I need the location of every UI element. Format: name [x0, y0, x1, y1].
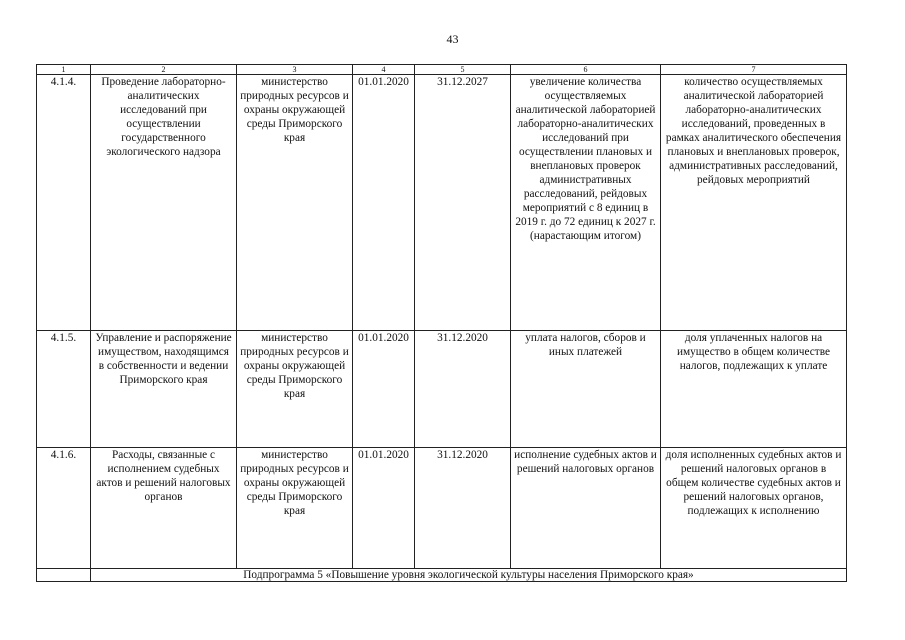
subprogram-empty-cell — [37, 569, 91, 582]
header-cell: 4 — [353, 65, 415, 75]
executor: министерство природных ресурсов и охраны окружающей среды Приморского края — [237, 331, 353, 448]
header-cell: 2 — [91, 65, 237, 75]
expected-result: увеличение количества осуществляемых аналитической лабораторией лабораторно-аналитических исследований при осуществлении плановых и внеплановых проверок административных расследований, рейдовых мероприятий с 8 единиц в 2019 г. до 72 единиц к 2027 г. (нарастающим итогом) — [511, 75, 661, 331]
indicator: доля исполненных судебных актов и решений налоговых органов в общем количестве судебных актов и решений налоговых органов, подлежащих к исполнению — [661, 448, 847, 569]
executor: министерство природных ресурсов и охраны окружающей среды Приморского края — [237, 75, 353, 331]
subprogram-row — [37, 569, 847, 582]
expected-result: уплата налогов, сборов и иных платежей — [511, 331, 661, 448]
header-row — [37, 65, 847, 75]
expected-result: исполнение судебных актов и решений налоговых органов — [511, 448, 661, 569]
header-cell: 5 — [415, 65, 511, 75]
header-cell: 3 — [237, 65, 353, 75]
header-cell: 7 — [661, 65, 847, 75]
executor: министерство природных ресурсов и охраны окружающей среды Приморского края — [237, 448, 353, 569]
table-row — [37, 75, 847, 331]
row-number: 4.1.6. — [37, 448, 91, 569]
end-date: 31.12.2020 — [415, 448, 511, 569]
activity-name: Проведение лабораторно-аналитических исследований при осуществлении государственного экологического надзора — [91, 75, 237, 331]
subprogram-title: Подпрограмма 5 «Повышение уровня экологической культуры населения Приморского края» — [91, 569, 847, 582]
start-date: 01.01.2020 — [353, 448, 415, 569]
program-table — [36, 64, 847, 582]
end-date: 31.12.2020 — [415, 331, 511, 448]
header-cell: 6 — [511, 65, 661, 75]
indicator: количество осуществляемых аналитической лабораторией лабораторно-аналитических исследований, проведенных в рамках аналитического обеспечения плановых и внеплановых проверок, административных расследований, рейдовых мероприятий — [661, 75, 847, 331]
activity-name: Расходы, связанные с исполнением судебных актов и решений налоговых органов — [91, 448, 237, 569]
start-date: 01.01.2020 — [353, 331, 415, 448]
activity-name: Управление и распоряжение имуществом, находящимся в собственности и ведении Приморского края — [91, 331, 237, 448]
row-number: 4.1.4. — [37, 75, 91, 331]
table-row — [37, 331, 847, 448]
start-date: 01.01.2020 — [353, 75, 415, 331]
page-number: 43 — [446, 32, 459, 46]
header-cell: 1 — [37, 65, 91, 75]
table-row — [37, 448, 847, 569]
row-number: 4.1.5. — [37, 331, 91, 448]
end-date: 31.12.2027 — [415, 75, 511, 331]
indicator: доля уплаченных налогов на имущество в общем количестве налогов, подлежащих к уплате — [661, 331, 847, 448]
